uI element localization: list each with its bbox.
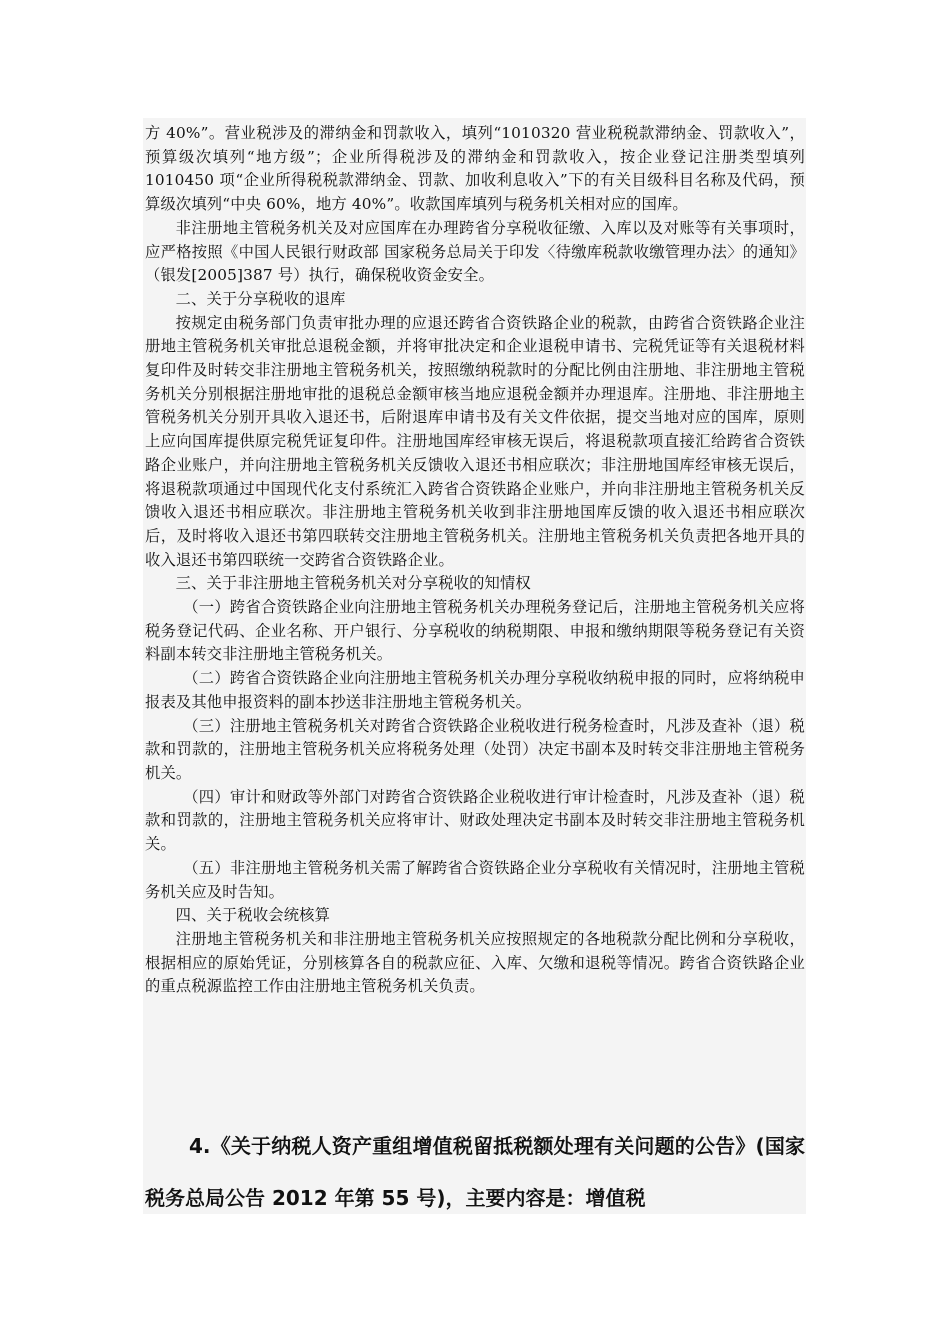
list-item: （五）非注册地主管税务机关需了解跨省合资铁路企业分享税收有关情况时，注册地主管税务机关应及时告知。 [145, 858, 805, 901]
heading-text: 4.《关于纳税人资产重组增值税留抵税额处理有关问题的公告》(国家税务总局公告 2012 年第 55 号)，主要内容是：增值税 [145, 1134, 805, 1210]
list-item: （二）跨省合资铁路企业向注册地主管税务机关办理分享税收纳税申报的同时，应将纳税申报表及其他申报资料的副本抄送非注册地主管税务机关。 [145, 669, 805, 711]
list-item: （一）跨省合资铁路企业向注册地主管税务机关办理税务登记后，注册地主管税务机关应将税务登记代码、企业名称、开户银行、分享税收的纳税期限、申报和缴纳期限等税务登记有关资料副本转交非注册地主管税务机关。 [145, 598, 805, 664]
paragraph: 按规定由税务部门负责审批办理的应退还跨省合资铁路企业的税款，由跨省合资铁路企业注册地主管税务机关审批总退税金额，并将审批决定和企业退税申请书、完税凭证等有关退税材料复印件及时转交非注册地主管税务机关，按照缴纳税款时的分配比例由注册地、非注册地主管税务机关分别根据注册地审批的退税总金额审核当地应退税金额并办理退库。注册地、非注册地主管税务机关分别开具收入退还书，后附退库申请书及有关文件依据，提交当地对应的国库，原则上应向国库提供原完税凭证复印件。注册地国库经审核无误后，将退税款项直接汇给跨省合资铁路企业账户，并向注册地主管税务机关反馈收入退还书相应联次；非注册地国库经审核无误后，将退税款项通过中国现代化支付系统汇入跨省合资铁路企业账户，并向非注册地主管税务机关反馈收入退还书相应联次。非注册地主管税务机关收到非注册地国库反馈的收入退还书相应联次后，及时将收入退还书第四联转交注册地主管税务机关。注册地主管税务机关负责把各地开具的收入退还书第四联统一交跨省合资铁路企业。 [145, 313, 805, 569]
document-body [145, 122, 805, 999]
section-heading: 三、关于非注册地主管税务机关对分享税收的知情权 [175, 574, 531, 593]
section-heading: 四、关于税收会统核算 [175, 906, 331, 925]
list-item: （三）注册地主管税务机关对跨省合资铁路企业税收进行税务检查时，凡涉及查补（退）税款和罚款的，注册地主管税务机关应将税务处理（处罚）决定书副本及时转交非注册地主管税务机关。 [145, 716, 805, 782]
document-heading [145, 1120, 805, 1224]
paragraph: 方 40%”。营业税涉及的滞纳金和罚款收入，填列“1010320 营业税税款滞纳金、罚款收入”，预算级次填列“地方级”；企业所得税涉及的滞纳金和罚款收入，按企业登记注册类型填列 1010450 项“企业所得税税款滞纳金、罚款、加收利息收入”下的有关目级科目名称及代码，预算级次填列“中央 60%，地方 40%”。收款国库填列与税务机关相对应的国库。 [145, 124, 805, 214]
section-heading: 二、关于分享税收的退库 [175, 289, 346, 308]
list-item: （四）审计和财政等外部门对跨省合资铁路企业税收进行审计检查时，凡涉及查补（退）税款和罚款的，注册地主管税务机关应将审计、财政处理决定书副本及时转交非注册地主管税务机关。 [145, 787, 805, 854]
paragraph: 注册地主管税务机关和非注册地主管税务机关应按照规定的各地税款分配比例和分享税收，根据相应的原始凭证，分别核算各自的税款应征、入库、欠缴和退税等情况。跨省合资铁路企业的重点税源监控工作由注册地主管税务机关负责。 [145, 929, 805, 996]
paragraph: 非注册地主管税务机关及对应国库在办理跨省分享税收征缴、入库以及对账等有关事项时，应严格按照《中国人民银行财政部 国家税务总局关于印发〈待缴库税款收缴管理办法〉的通知》（银发[2005]387 号）执行，确保税收资金安全。 [145, 218, 805, 285]
